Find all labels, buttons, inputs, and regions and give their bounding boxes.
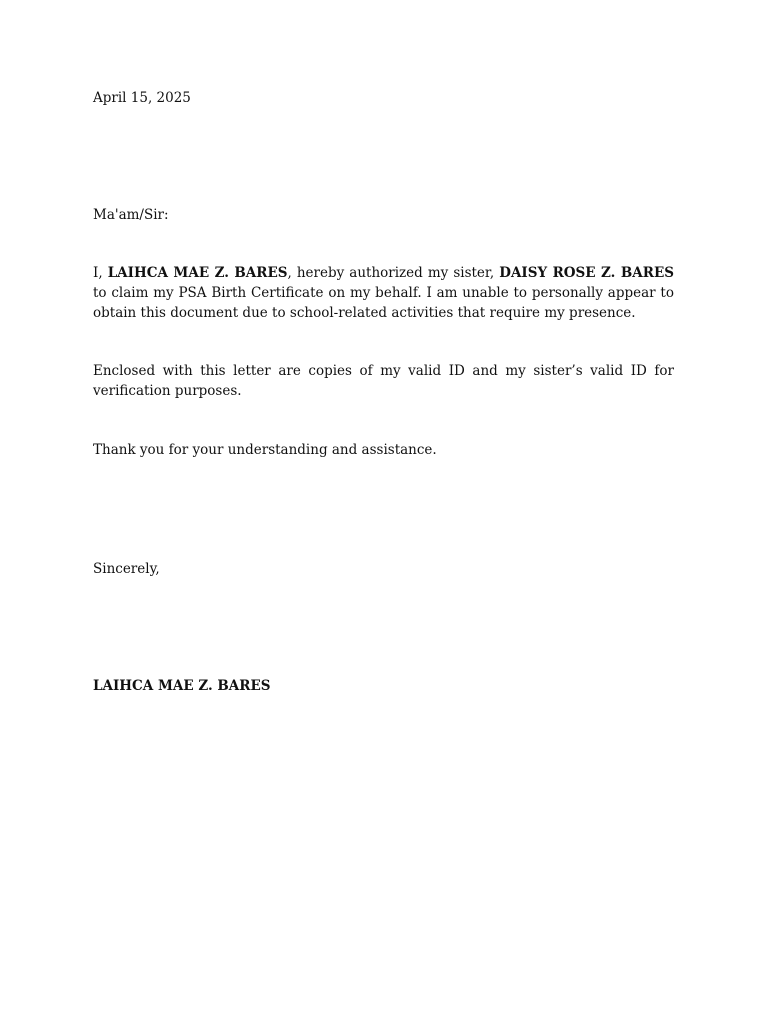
thanks-paragraph: Thank you for your understanding and assistance. — [93, 442, 437, 458]
salutation: Ma'am/Sir: — [93, 207, 169, 223]
requester-name: LAIHCA MAE Z. BARES — [107, 265, 288, 281]
paragraph-text: to claim my PSA Birth Certificate on my behalf. I am unable to personally appear to obtain this document due to school-related activities that require my presence. — [93, 285, 674, 321]
authorized-person-name: DAISY ROSE Z. BARES — [499, 265, 674, 281]
enclosure-paragraph: Enclosed with this letter are copies of my valid ID and my sister’s valid ID for verification purposes. — [93, 363, 674, 399]
paragraph-text: , hereby authorized my sister, — [287, 265, 500, 281]
closing: Sincerely, — [93, 561, 160, 577]
letter-date: April 15, 2025 — [93, 90, 191, 106]
signature-name: LAIHCA MAE Z. BARES — [93, 678, 271, 694]
authorization-paragraph — [93, 263, 674, 323]
paragraph-text: I, — [93, 265, 108, 281]
